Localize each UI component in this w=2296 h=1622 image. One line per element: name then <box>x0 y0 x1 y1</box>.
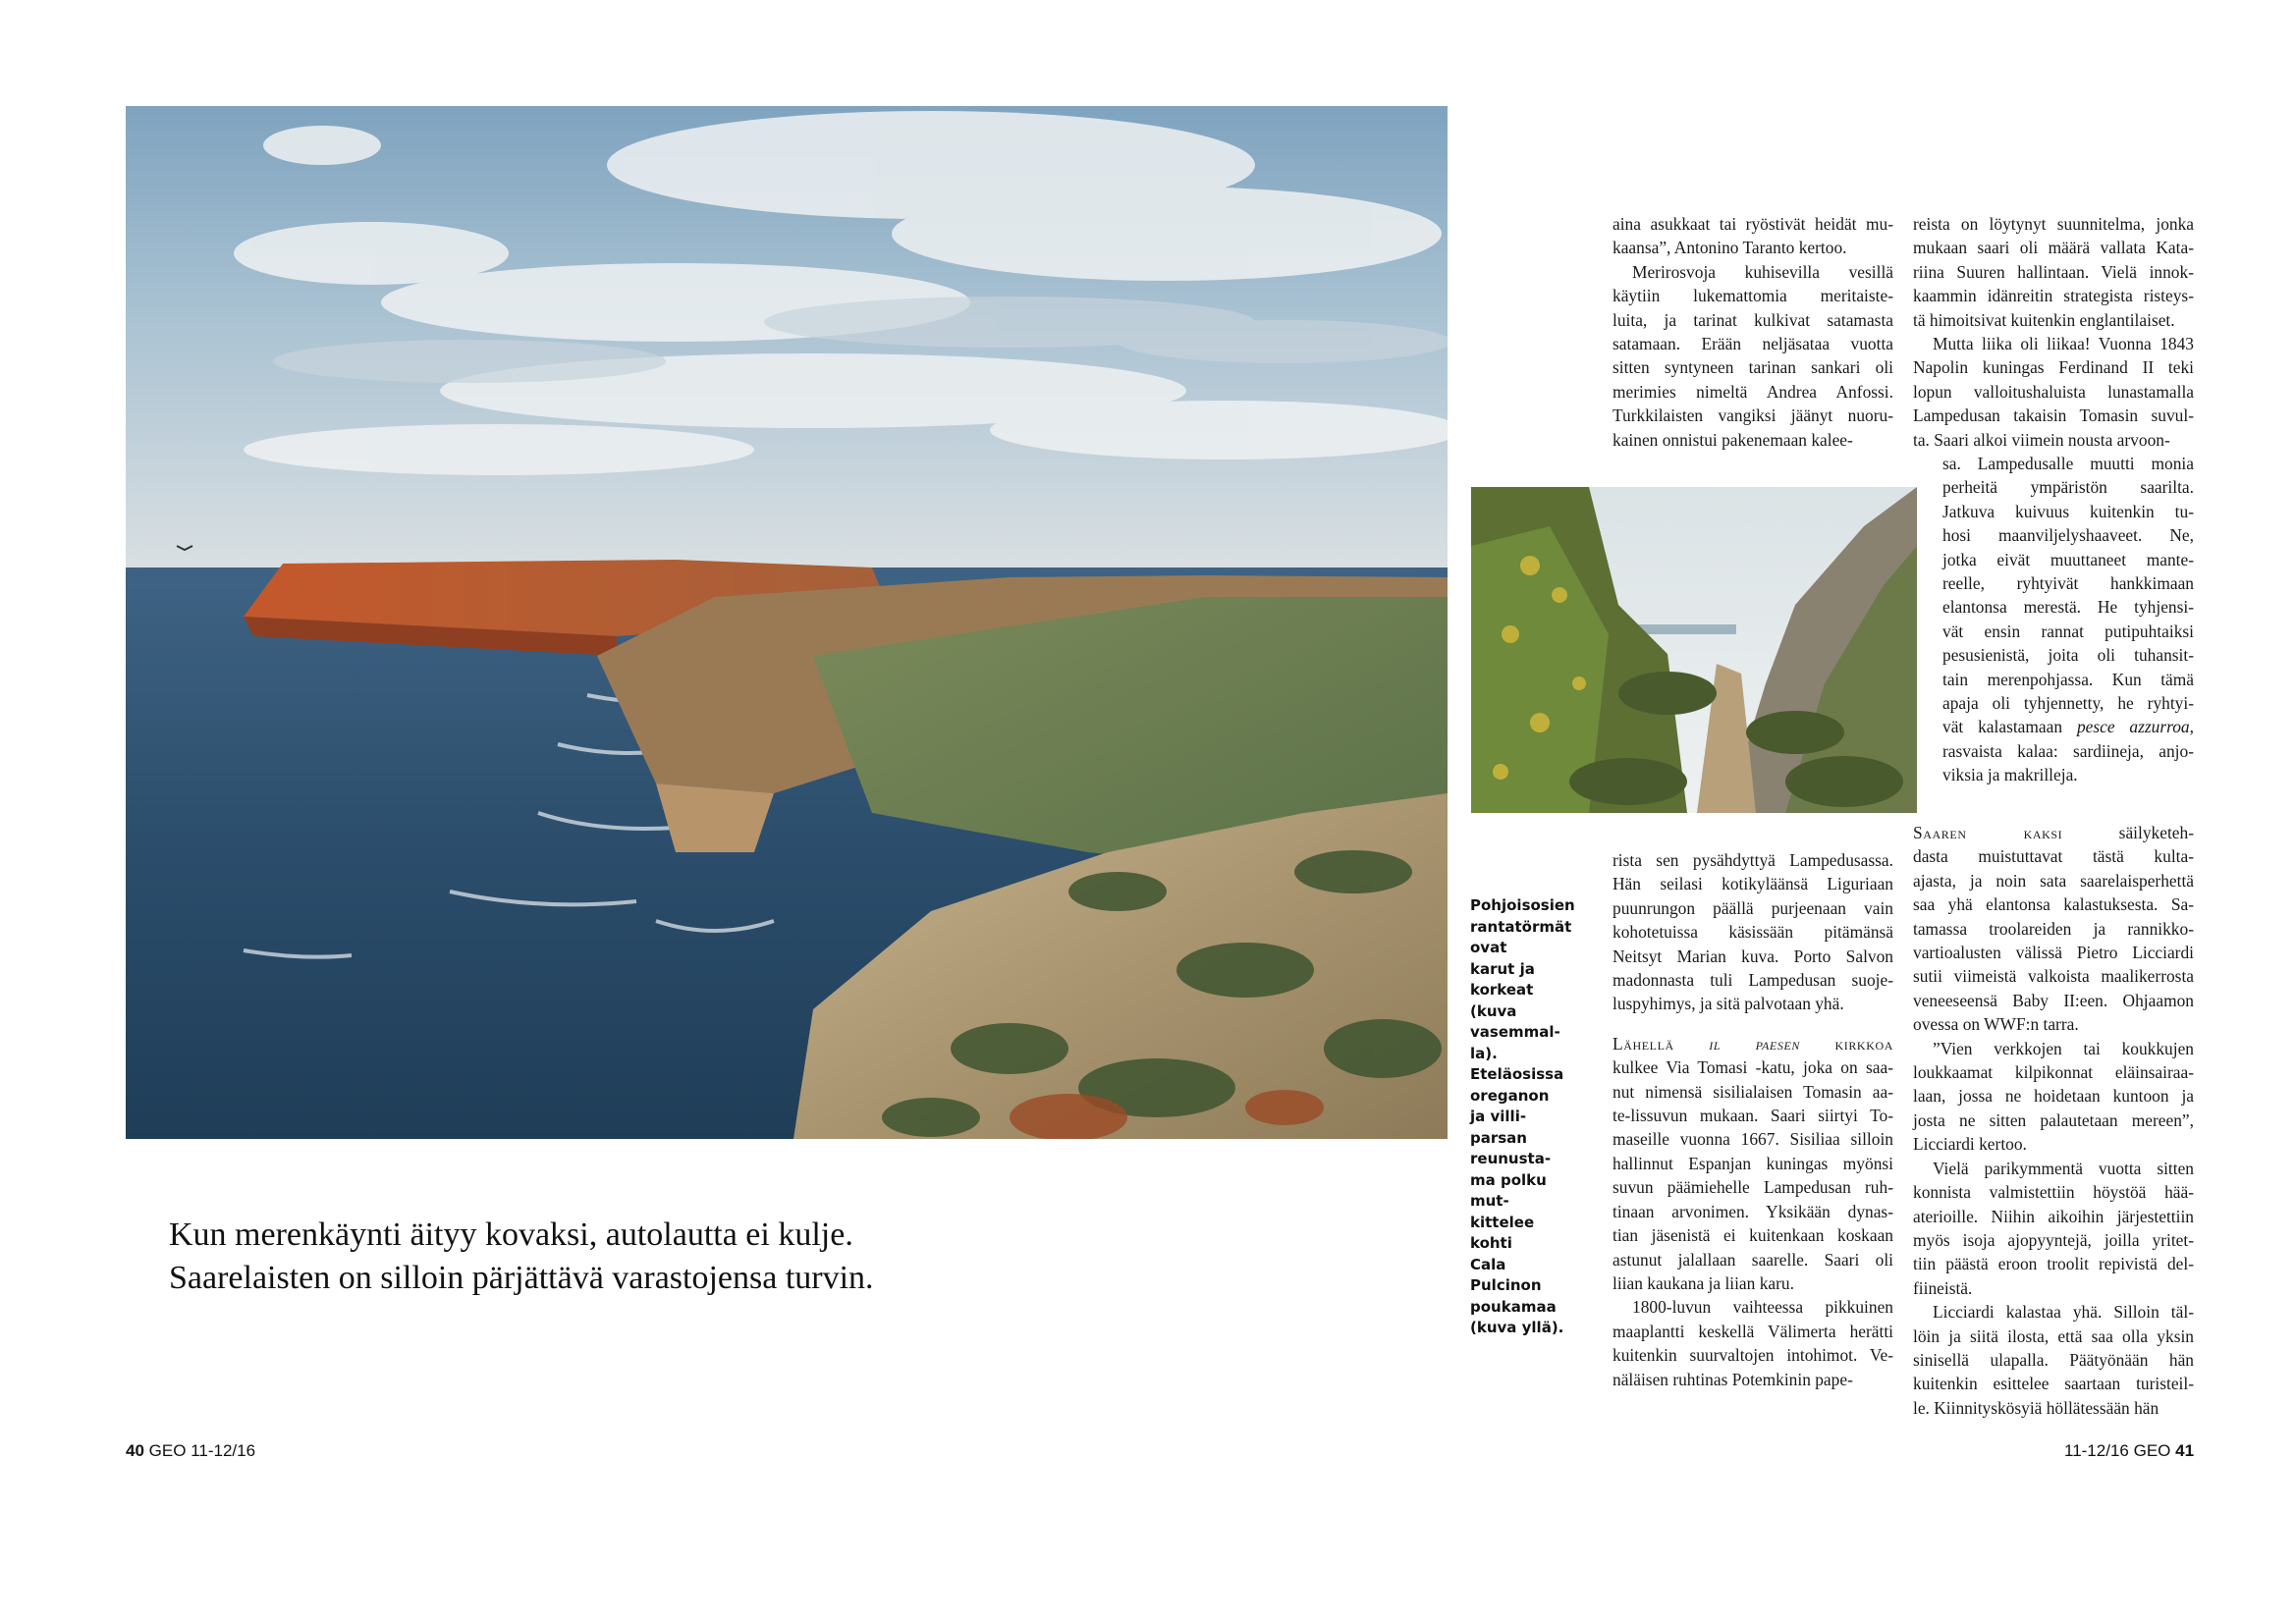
text-line: tamassa troolareiden ja rannikko- <box>1913 918 2194 939</box>
text-line: suvun päämiehelle Lampedusan ruh- <box>1613 1177 1893 1198</box>
page-number-left: 40 <box>126 1441 144 1460</box>
paragraph <box>1613 212 1893 260</box>
text-line: laan, jossa ne hoidetaan kuntoon ja <box>1913 1086 2194 1107</box>
text-line: saa yhä elantonsa kalastuksesta. Sa- <box>1913 894 2194 915</box>
text-line: maaplantti keskellä Välimerta herätti <box>1613 1321 1893 1341</box>
text-line: liian kaukana ja liian karu. <box>1613 1272 1794 1293</box>
text-line: viksia ja makrilleja. <box>1942 765 2078 785</box>
text-line: kulkee Via Tomasi -katu, joka on saa- <box>1613 1057 1893 1078</box>
coastal-cliffs-illustration <box>126 106 1448 1139</box>
body-column-2-middle <box>1942 452 2194 787</box>
lead-in: Saaren kaksi <box>1913 823 2063 842</box>
body-column-1-bottom <box>1613 848 1893 1391</box>
text-line: astunut jalallaan saarelle. Saari oli <box>1613 1249 1893 1270</box>
text-line: dasta muistuttavat tästä kulta- <box>1913 846 2194 867</box>
text-line: löin ja siitä ilosta, että saa olla yksin <box>1913 1325 2194 1346</box>
text-line: madonnasta tuli Lampedusan suoje- <box>1613 970 1893 991</box>
text-line: Neitsyt Marian kuva. Porto Salvon <box>1613 946 1893 966</box>
text-line: vät kalastamaan pesce azzurroa, <box>1942 717 2194 737</box>
text-line: rasvaista kalaa: sardiineja, anjo- <box>1942 740 2194 761</box>
text-line: tinaan arvonimen. Yksikään dynas- <box>1613 1201 1893 1221</box>
text-line: kaammin idänreitin strategista risteys- <box>1913 286 2194 306</box>
folio-left <box>126 1441 255 1461</box>
photo-caption <box>1470 895 1575 1339</box>
lead-in-italic: il paesen <box>1709 1033 1800 1054</box>
text-line <box>1913 821 2194 844</box>
caption-line: (kuva vasemmal- <box>1470 1001 1560 1041</box>
text-line: sutii viimeistä valkoista maalikerrosta <box>1913 966 2194 987</box>
text-line: puunrungon päällä purjeenaan vain <box>1613 897 1893 918</box>
pull-quote <box>169 1214 1053 1300</box>
text-line: fiineistä. <box>1913 1277 1973 1298</box>
text-line: riina Suuren hallintaan. Vielä innok- <box>1913 261 2194 282</box>
text-line: sitten syntyneen tarinan sankari oli <box>1613 357 1893 378</box>
text-line: satamaan. Erään neljäsataa vuotta <box>1613 334 1893 354</box>
text-line: luspyhimys, ja sitä palvotaan yhä. <box>1613 994 1844 1014</box>
page-number-right: 41 <box>2175 1441 2195 1460</box>
paragraph <box>1913 1157 2194 1300</box>
text-line: kuitenkin suurvaltojen intohimot. Ve- <box>1613 1345 1893 1366</box>
text-line: tain merenpohjassa. Kun tämä <box>1942 669 2194 689</box>
text-line: tiin päästä eroon troolit repivistä del- <box>1913 1254 2194 1274</box>
text-line: ”Vien verkkojen tai koukkujen <box>1933 1038 2194 1058</box>
text-line: kaansa”, Antonino Taranto kertoo. <box>1613 238 1847 258</box>
caption-line: oreganon ja villi- <box>1470 1086 1550 1125</box>
body-column-1-top <box>1613 212 1893 452</box>
text-line: mukaan saari oli määrä vallata Kata- <box>1913 238 2194 258</box>
text-line: hosi maanviljelyshaaveet. Ne, <box>1942 525 2194 546</box>
text-line: vartioalusten välissä Pietro Licciardi <box>1913 943 2194 963</box>
text-line: reista on löytynyt suunnitelma, jonka <box>1913 214 2194 234</box>
text-line: tä himoitsivat kuitenkin englantilaiset. <box>1913 309 2175 330</box>
caption-line: (kuva yllä). <box>1470 1319 1564 1336</box>
text-line: Turkkilaisten vangiksi jäänyt nuoru- <box>1613 406 1893 426</box>
caption-line: Pohjoisosien <box>1470 896 1575 914</box>
text-line: kuitenkin esittelee saartaan turisteil- <box>1913 1374 2194 1394</box>
text-line: Hän seilasi kotikyläänsä Liguriaan <box>1613 874 1893 894</box>
text-line: Mutta liika oli liikaa! Vuonna 1843 <box>1933 334 2194 354</box>
text-line: maseille vuonna 1667. Sisiliaa silloin <box>1613 1129 1893 1150</box>
lead-rest: säilyketeh- <box>2062 823 2194 842</box>
text-line: 1800-luvun vaihteessa pikkuinen <box>1632 1297 1893 1318</box>
text-line: Vielä parikymmentä vuotta sitten <box>1933 1158 2194 1178</box>
caption-line: poukamaa <box>1470 1297 1557 1316</box>
folio-right <box>2064 1441 2194 1461</box>
caption-line: parsan reunusta- <box>1470 1128 1552 1167</box>
body-column-2-top <box>1913 212 2194 452</box>
body-column-2-bottom <box>1913 805 2194 1420</box>
text-line: veneeseensä Baby II:een. Ohjaamon <box>1913 990 2194 1010</box>
text-line: kainen onnistui pakenemaan kalee- <box>1613 429 1853 450</box>
paragraph <box>1913 1037 2194 1157</box>
text-line: aina asukkaat tai ryöstivät heidät mu- <box>1613 214 1893 234</box>
text-line: ovessa on WWF:n tarra. <box>1913 1014 2079 1035</box>
text-line: reelle, ryhtyivät hankkimaan <box>1942 573 2194 594</box>
text-line: ta. Saari alkoi viimein nousta arvoon- <box>1913 429 2170 450</box>
italic-term: pesce azzurroa <box>2076 717 2190 737</box>
paragraph <box>1913 821 2194 1037</box>
caption-line: Cala Pulcinon <box>1470 1255 1542 1294</box>
text-line: loukkaamat kilpikonnat eläinsairaa- <box>1913 1062 2194 1083</box>
issue-left: 11-12/16 <box>191 1441 256 1460</box>
paragraph <box>1913 332 2194 452</box>
text-line: pesusienistä, joita oli tuhansit- <box>1942 645 2194 666</box>
text-line: te-lissuvun mukaan. Saari siirtyi To- <box>1613 1106 1893 1126</box>
valley-path-photo <box>1471 487 1917 813</box>
paragraph <box>1613 848 1893 1016</box>
text-line: josta ne sitten palautetaan mereen”, <box>1913 1109 2194 1130</box>
paragraph <box>1613 1032 1893 1295</box>
text-line: Napolin kuningas Ferdinand II teki <box>1913 357 2194 378</box>
issue-right: 11-12/16 <box>2064 1441 2129 1460</box>
text-line: luita, ja tarinat kulkivat satamasta <box>1613 309 1893 330</box>
paragraph <box>1913 1300 2194 1420</box>
text-line: Merirosvoja kuhisevilla vesillä <box>1632 261 1893 282</box>
pull-quote-line: Kun merenkäynti äityy kovaksi, autolautta ei kulje. <box>169 1216 853 1253</box>
text-line: vät ensin rannat putipuhtaiksi <box>1942 621 2194 641</box>
text-line: tian jäsenistä ei kuitenkaan koskaan <box>1613 1225 1893 1246</box>
text-line: jotka eivät muuttaneet mante- <box>1942 549 2194 569</box>
caption-line: kittelee kohti <box>1470 1213 1535 1252</box>
text-line: perheitä ympäristön saarilta. <box>1942 477 2194 498</box>
text-line: rista sen pysähdyttyä Lampedusassa. <box>1613 850 1893 870</box>
magazine-name-right: GEO <box>2133 1441 2171 1460</box>
text-line: nut nimensä sisilialaisen Tomasin aa- <box>1613 1081 1893 1102</box>
caption-line: la). Eteläosissa <box>1470 1044 1564 1083</box>
pull-quote-line: Saarelaisten on silloin pärjättävä varastojensa turvin. <box>169 1260 874 1296</box>
text-line: lopun valloitushaluista lunastamalla <box>1913 381 2194 402</box>
paragraph <box>1613 1295 1893 1391</box>
caption-line: ma polku mut- <box>1470 1170 1547 1210</box>
paragraph <box>1613 260 1893 452</box>
text-line: sa. Lampedusalle muutti monia <box>1942 454 2194 473</box>
text-line: elantonsa merestä. He tyhjensi- <box>1942 597 2194 618</box>
text-line: Licciardi kalastaa yhä. Silloin täl- <box>1933 1302 2194 1323</box>
lead-in: Lähellä <box>1613 1033 1710 1054</box>
text-line: käytiin lukemattomia meritaiste- <box>1613 286 1893 306</box>
text-line: sinisellä ulapalla. Päätyönään hän <box>1913 1349 2194 1370</box>
text-line: konnista valmistettiin höystöä hää- <box>1913 1182 2194 1203</box>
text-line: Lampedusan takaisin Tomasin suvul- <box>1913 406 2194 426</box>
text-line: le. Kiinnityskösyiä höllätessään hän <box>1913 1397 2159 1418</box>
text-line: ajasta, ja noin sata saarelaisperhettä <box>1913 870 2194 891</box>
text-line <box>1613 1032 1893 1055</box>
magazine-name-left: GEO <box>148 1441 187 1460</box>
text-line: aterioille. Niihin aikoihin järjestettiin <box>1913 1206 2194 1226</box>
text-line: Jatkuva kuivuus kuitenkin tu- <box>1942 501 2194 521</box>
text-line: hallinnut Espanjan kuningas myönsi <box>1613 1153 1893 1173</box>
text-line: Licciardi kertoo. <box>1913 1134 2027 1155</box>
text-line: näläisen ruhtinas Potemkinin pape- <box>1613 1369 1853 1389</box>
text-line: apaja oli tyhjennetty, he ryhtyi- <box>1942 693 2194 714</box>
caption-line: karut ja korkeat <box>1470 959 1535 999</box>
valley-path-illustration <box>1471 487 1917 813</box>
coastal-cliffs-photo <box>126 106 1448 1139</box>
text-line: merimies nimeltä Andrea Anfossi. <box>1613 381 1893 402</box>
text-line: kohotetuissa käsissään pitämänsä <box>1613 922 1893 943</box>
paragraph <box>1942 452 2194 787</box>
paragraph <box>1913 212 2194 332</box>
lead-in: kirkkoa <box>1800 1033 1893 1054</box>
caption-line: rantatörmät ovat <box>1470 917 1572 956</box>
text-line: myös isoja ajopyyntejä, joilla yritet- <box>1913 1229 2194 1250</box>
